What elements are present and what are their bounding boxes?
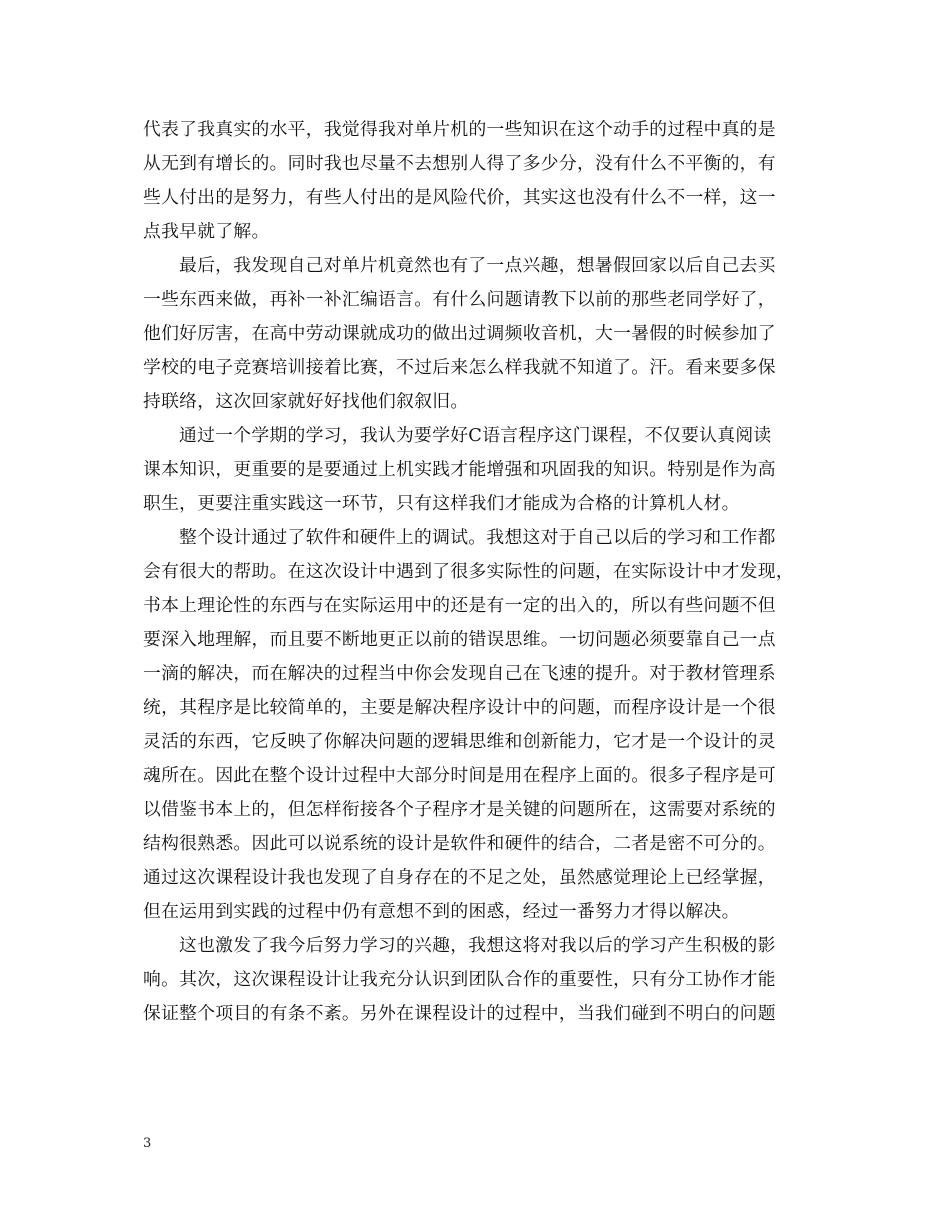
text-line: 魂所在。因此在整个设计过程中大部分时间是用在程序上面的。很多子程序是可 [143,765,776,786]
text-line: 书本上理论性的东西与在实际运用中的还是有一定的出入的，所以有些问题不但 [143,595,776,616]
text-line: 课本知识，更重要的是要通过上机实践才能增强和巩固我的知识。特别是作为高 [143,459,776,480]
text-line: 最后，我发现自己对单片机竟然也有了一点兴趣，想暑假回家以后自己去买 [179,255,776,276]
text-line: 以借鉴书本上的，但怎样衔接各个子程序才是关键的问题所在，这需要对系统的 [143,799,776,820]
text-line: 他们好厉害，在高中劳动课就成功的做出过调频收音机，大一暑假的时候参加了 [143,323,776,344]
text-line: 但在运用到实践的过程中仍有意想不到的困惑，经过一番努力才得以解决。 [143,901,740,922]
page-number: 3 [143,1136,152,1151]
text-line: 一滴的解决，而在解决的过程当中你会发现自己在飞速的提升。对于教材管理系 [143,663,776,684]
text-line: 这也激发了我今后努力学习的兴趣，我想这将对我以后的学习产生积极的影 [179,935,776,956]
text-line: 点我早就了解。 [143,221,270,242]
text-line: 保证整个项目的有条不紊。另外在课程设计的过程中，当我们碰到不明白的问题 [143,1003,776,1024]
text-line: 统，其程序是比较简单的，主要是解决程序设计中的问题，而程序设计是一个很 [143,697,776,718]
text-line: 职生，更要注重实践这一环节，只有这样我们才能成为合格的计算机人材。 [143,493,740,514]
text-line: 些人付出的是努力，有些人付出的是风险代价，其实这也没有什么不一样，这一 [143,187,776,208]
text-line: 结构很熟悉。因此可以说系统的设计是软件和硬件的结合，二者是密不可分的。 [143,833,776,854]
text-line: 要深入地理解，而且要不断地更正以前的错误思维。一切问题必须要靠自己一点 [143,629,776,650]
text-line: 通过这次课程设计我也发现了自身存在的不足之处，虽然感觉理论上已经掌握， [143,867,776,888]
text-line: 从无到有增长的。同时我也尽量不去想别人得了多少分，没有什么不平衡的，有 [143,153,776,174]
document-body [143,113,823,1031]
text-line: 学校的电子竞赛培训接着比赛，不过后来怎么样我就不知道了。汗。看来要多保 [143,357,776,378]
text-line: 一些东西来做，再补一补汇编语言。有什么问题请教下以前的那些老同学好了， [143,289,776,310]
text-line: 代表了我真实的水平，我觉得我对单片机的一些知识在这个动手的过程中真的是 [143,119,776,140]
text-line: 整个设计通过了软件和硬件上的调试。我想这对于自己以后的学习和工作都 [179,527,776,548]
text-line: 会有很大的帮助。在这次设计中遇到了很多实际性的问题，在实际设计中才发现， [143,561,794,582]
text-line: 响。其次，这次课程设计让我充分认识到团队合作的重要性，只有分工协作才能 [143,969,776,990]
text-line: 持联络，这次回家就好好找他们叙叙旧。 [143,391,469,412]
text-line: 通过一个学期的学习，我认为要学好C语言程序这门课程，不仅要认真阅读 [179,425,772,446]
text-line: 灵活的东西，它反映了你解决问题的逻辑思维和创新能力，它才是一个设计的灵 [143,731,776,752]
